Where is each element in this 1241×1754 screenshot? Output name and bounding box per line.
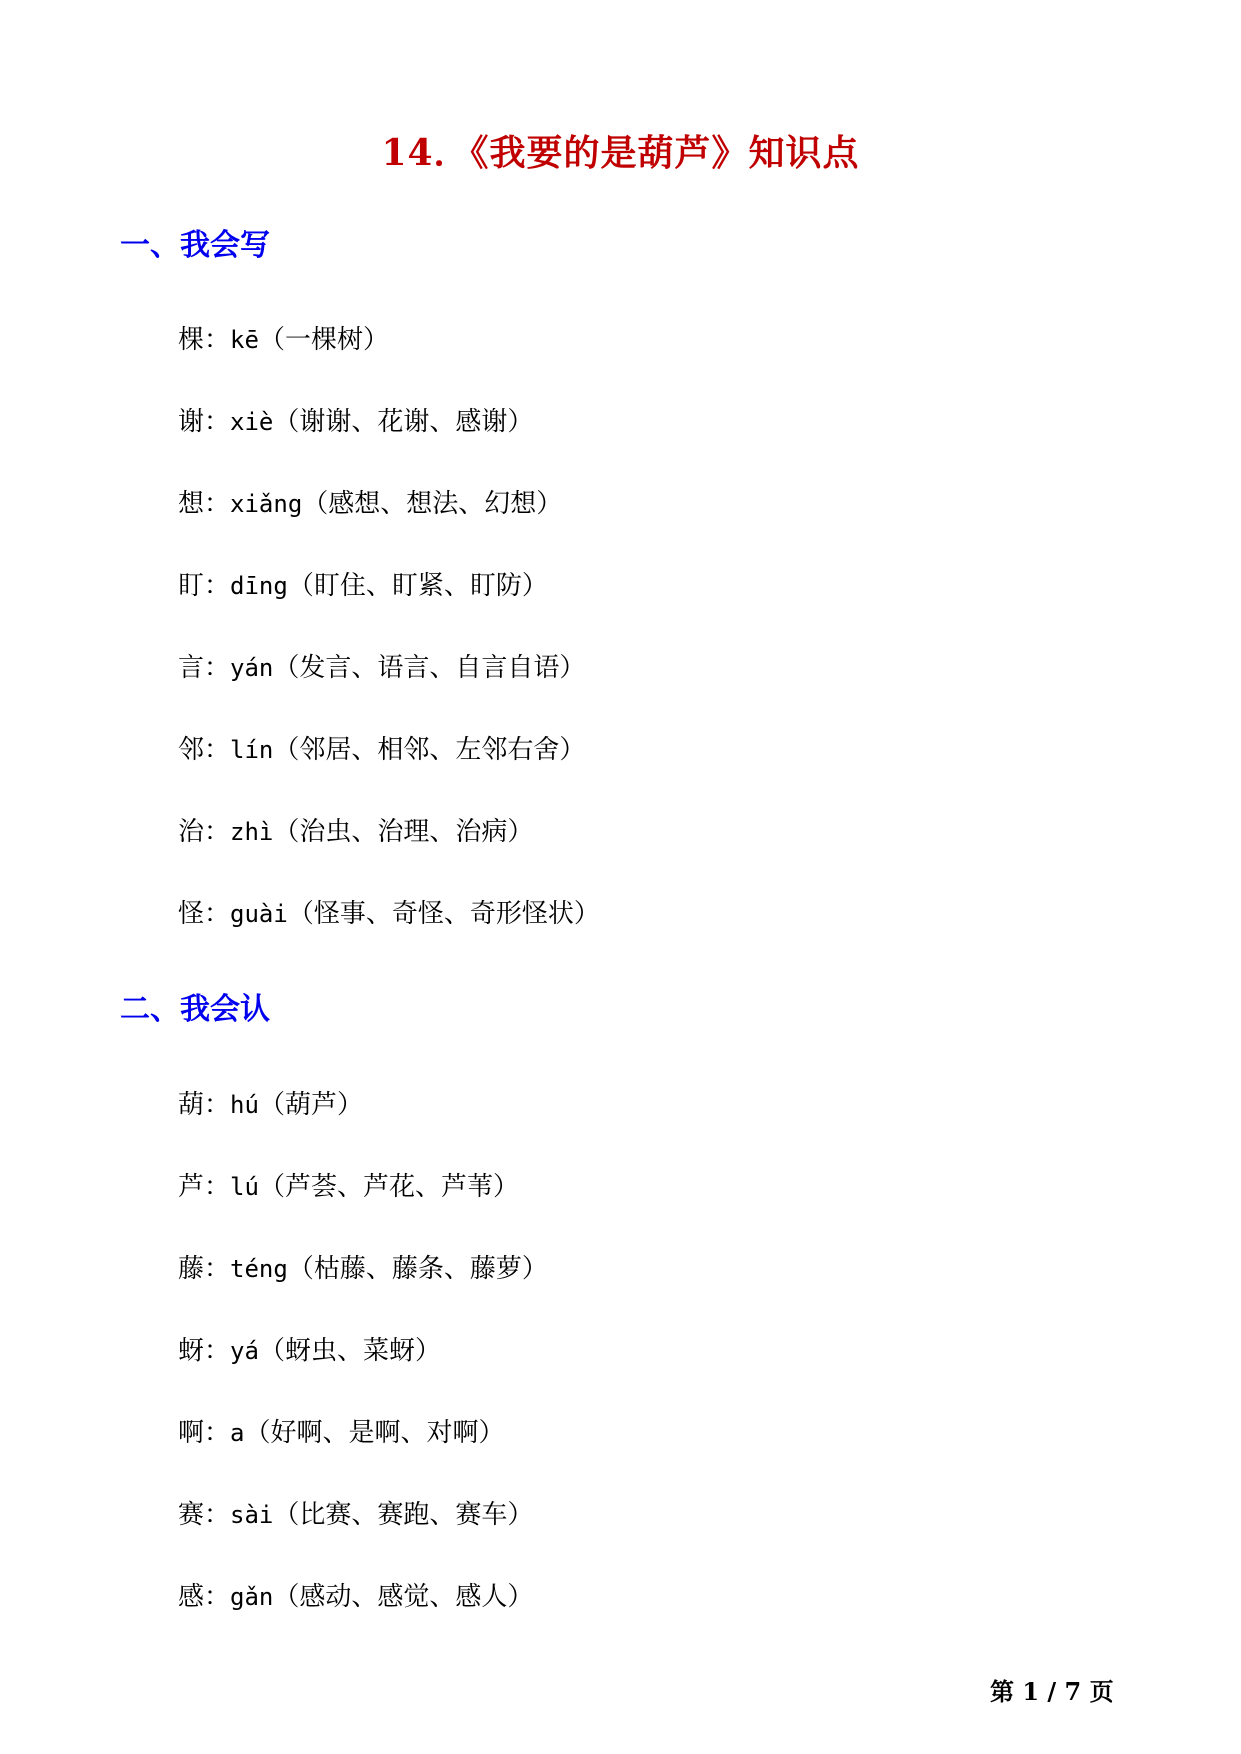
entry-char: 棵: [178, 325, 205, 355]
list-item: [178, 1333, 441, 1369]
document-title: 14．《我要的是葫芦》知识点: [381, 132, 860, 174]
entry-separator: ：: [204, 653, 231, 683]
entry-words: （怪事、奇怪、奇形怪状）: [287, 899, 600, 929]
entry-pinyin: lín: [230, 736, 274, 764]
entry-pinyin: zhì: [230, 818, 274, 846]
entry-separator: ：: [204, 1336, 231, 1366]
entry-words: （邻居、相邻、左邻右舍）: [273, 735, 586, 765]
entry-pinyin: yán: [230, 654, 274, 682]
entry-pinyin: gǎn: [230, 1583, 274, 1611]
entry-words: （枯藤、藤条、藤萝）: [287, 1254, 548, 1284]
entry-words: （蚜虫、菜蚜）: [258, 1336, 441, 1366]
entry-char: 言: [178, 653, 205, 683]
entry-char: 怪: [178, 899, 205, 929]
entry-words: （芦荟、芦花、芦苇）: [258, 1172, 519, 1202]
entry-pinyin: lú: [230, 1173, 259, 1201]
entry-separator: ：: [204, 1418, 231, 1448]
entry-pinyin: xiè: [230, 408, 274, 436]
entry-separator: ：: [204, 489, 231, 519]
entry-words: （谢谢、花谢、感谢）: [273, 407, 534, 437]
entry-separator: ：: [204, 735, 231, 765]
list-item: [178, 404, 533, 440]
entry-char: 邻: [178, 735, 205, 765]
list-item: [178, 650, 585, 686]
entry-pinyin: kē: [230, 326, 259, 354]
entry-words: （治虫、治理、治病）: [273, 817, 534, 847]
entry-char: 盯: [178, 571, 205, 601]
entry-words: （盯住、盯紧、盯防）: [287, 571, 548, 601]
list-item: [178, 732, 585, 768]
entry-words: （一棵树）: [258, 325, 389, 355]
list-item: [178, 568, 548, 604]
entry-char: 藤: [178, 1254, 205, 1284]
entry-words: （葫芦）: [258, 1090, 363, 1120]
list-item: [178, 1415, 505, 1451]
entry-separator: ：: [204, 1090, 231, 1120]
entry-words: （感想、想法、幻想）: [302, 489, 563, 519]
list-item: [178, 1087, 363, 1123]
list-item: [178, 896, 600, 932]
entry-char: 芦: [178, 1172, 205, 1202]
list-item: [178, 1169, 519, 1205]
section-heading-write: 一、我会写: [120, 228, 270, 263]
entry-words: （比赛、赛跑、赛车）: [273, 1500, 534, 1530]
list-item: [178, 486, 562, 522]
entry-pinyin: yá: [230, 1337, 259, 1365]
entry-separator: ：: [204, 1582, 231, 1612]
entry-pinyin: dīng: [230, 572, 288, 600]
entry-char: 治: [178, 817, 205, 847]
list-item: [178, 814, 533, 850]
entry-separator: ：: [204, 817, 231, 847]
entry-words: （感动、感觉、感人）: [273, 1582, 534, 1612]
entry-separator: ：: [204, 325, 231, 355]
entry-separator: ：: [204, 571, 231, 601]
entry-char: 感: [178, 1582, 205, 1612]
entry-pinyin: hú: [230, 1091, 259, 1119]
entry-pinyin: guài: [230, 900, 288, 928]
entry-pinyin: a: [230, 1419, 245, 1447]
list-item: [178, 1579, 533, 1615]
section-heading-recognize: 二、我会认: [120, 992, 270, 1027]
entry-char: 蚜: [178, 1336, 205, 1366]
entry-char: 啊: [178, 1418, 205, 1448]
page-number: 第 1 / 7 页: [990, 1677, 1114, 1706]
entry-separator: ：: [204, 1254, 231, 1284]
entry-char: 赛: [178, 1500, 205, 1530]
entry-separator: ：: [204, 899, 231, 929]
list-item: [178, 1251, 548, 1287]
entry-separator: ：: [204, 407, 231, 437]
entry-words: （发言、语言、自言自语）: [273, 653, 586, 683]
entry-char: 葫: [178, 1090, 205, 1120]
entry-char: 谢: [178, 407, 205, 437]
entry-pinyin: xiǎng: [230, 490, 303, 518]
list-item: [178, 322, 389, 358]
entry-words: （好啊、是啊、对啊）: [244, 1418, 505, 1448]
entry-separator: ：: [204, 1500, 231, 1530]
entry-pinyin: sài: [230, 1501, 274, 1529]
list-item: [178, 1497, 533, 1533]
entry-separator: ：: [204, 1172, 231, 1202]
entry-pinyin: téng: [230, 1255, 288, 1283]
entry-char: 想: [178, 489, 205, 519]
